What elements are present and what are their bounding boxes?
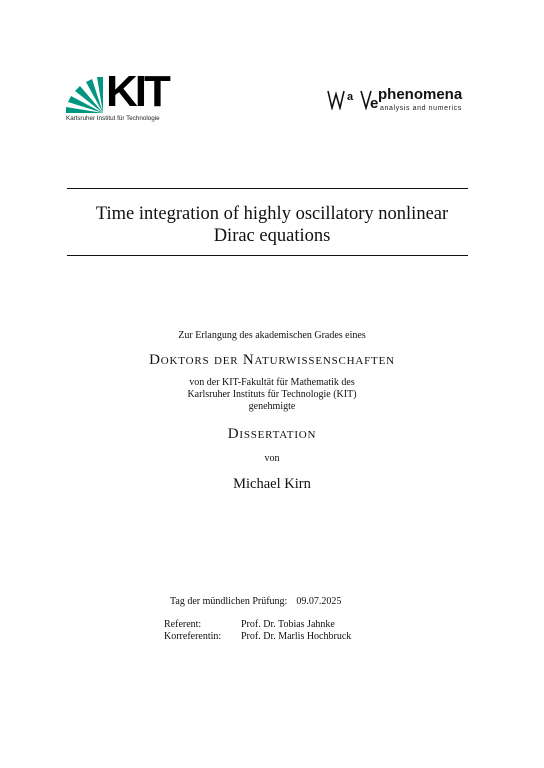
committee-role: Korreferentin: <box>164 631 222 642</box>
document-type: Dissertation <box>227 426 317 442</box>
faculty-line-3: genehmigte <box>248 401 296 412</box>
committee-row <box>164 631 351 643</box>
kit-rays-icon <box>66 76 106 114</box>
committee-member: Prof. Dr. Tobias Jahnke <box>241 619 335 630</box>
exam-date-value: 09.07.2025 <box>296 596 342 607</box>
svg-text:a: a <box>347 91 354 103</box>
thesis-title-line-1: Time integration of highly oscillatory nonlinear <box>95 204 449 224</box>
svg-text:e: e <box>370 95 378 110</box>
wave-phenomena-logo <box>326 86 471 116</box>
kit-letters: KIT <box>106 67 168 116</box>
exam-date-label: Tag der mündlichen Prüfung: <box>170 596 288 607</box>
committee-role: Referent: <box>164 619 202 630</box>
committee-list <box>164 619 351 643</box>
wave-logo-name: phenomena <box>378 86 463 103</box>
exam-date-line <box>170 596 341 607</box>
committee-member: Prof. Dr. Marlis Hochbruck <box>241 631 352 642</box>
committee-row <box>164 619 351 631</box>
by-label: von <box>264 453 280 464</box>
degree-intro: Zur Erlangung des akademischen Grades eines <box>178 330 366 341</box>
author-name: Michael Kirn <box>233 476 311 492</box>
faculty-line-1: von der KIT-Fakultät für Mathematik des <box>189 377 355 388</box>
kit-logo <box>66 67 176 126</box>
faculty-statement <box>0 377 544 413</box>
thesis-title-line-2: Dirac equations <box>213 226 331 246</box>
wave-logo-tagline: analysis and numerics <box>380 105 462 112</box>
title-rule-top <box>67 188 468 189</box>
wave-mark-icon <box>326 88 378 110</box>
degree-name: Doktors der Naturwissenschaften <box>149 352 395 368</box>
faculty-line-2: Karlsruher Instituts für Technologie (KIT) <box>187 389 357 400</box>
title-rule-bottom <box>67 255 468 256</box>
thesis-title <box>0 203 544 247</box>
kit-subtitle: Karlsruher Institut für Technologie <box>66 115 160 122</box>
